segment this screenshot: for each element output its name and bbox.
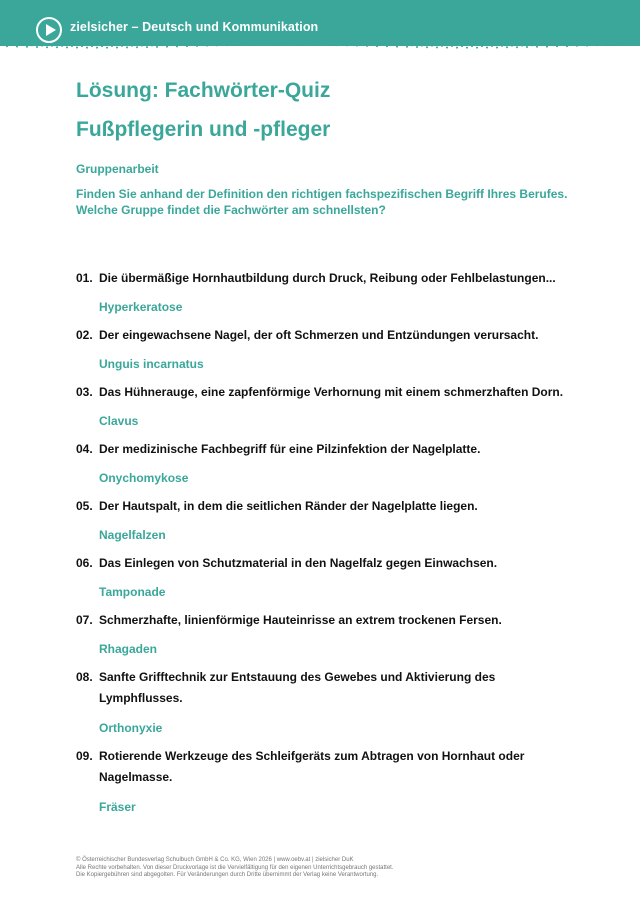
header-dot bbox=[1, 44, 3, 46]
header-dot bbox=[331, 43, 333, 45]
answer-text: Onychomykose bbox=[99, 471, 189, 485]
header-dot bbox=[146, 46, 148, 48]
header-dot bbox=[371, 44, 373, 46]
footer bbox=[76, 857, 394, 880]
question-item bbox=[76, 268, 576, 289]
header-dot bbox=[296, 44, 298, 46]
header-dot bbox=[156, 46, 158, 48]
header-dot bbox=[596, 44, 598, 46]
header-dot bbox=[246, 44, 248, 46]
question-text: Der Hautspalt, in dem die seitlichen Ränder der Nagelplatte liegen. bbox=[99, 499, 478, 513]
header-dot bbox=[501, 45, 503, 47]
header-dot bbox=[101, 45, 103, 47]
header-dot bbox=[541, 44, 543, 46]
header-dot bbox=[426, 46, 428, 48]
header-dot bbox=[411, 44, 413, 46]
question-item bbox=[76, 325, 576, 346]
header-dot bbox=[81, 45, 83, 47]
header-dot bbox=[461, 45, 463, 47]
header-dot bbox=[216, 44, 218, 46]
question-text: Rotierende Werkzeuge des Schleifgeräts zum Abtragen von Hornhaut oder Nagelmasse. bbox=[99, 749, 525, 784]
header-dot bbox=[56, 46, 58, 48]
header-dot bbox=[136, 46, 138, 48]
header-dot bbox=[221, 43, 223, 45]
question-number: 09. bbox=[76, 749, 93, 763]
question-item bbox=[76, 746, 576, 788]
question-number: 06. bbox=[76, 556, 93, 570]
header-dot bbox=[241, 42, 243, 44]
header-dot bbox=[166, 46, 168, 48]
header-dot bbox=[271, 42, 273, 44]
header-dot bbox=[626, 44, 628, 46]
footer-copyright: © Österreichischer Bundesverlag Schulbuch GmbH & Co. KG, Wien 2026 | www.oebv.at | zielsicher DuK bbox=[76, 857, 354, 863]
header-dot bbox=[171, 44, 173, 46]
header-dot bbox=[356, 45, 358, 47]
header-dot bbox=[466, 47, 468, 49]
question-text: Schmerzhafte, linienförmige Hauteinrisse an extrem trockenen Fersen. bbox=[99, 613, 502, 627]
question-text: Das Hühnerauge, eine zapfenförmige Verhornung mit einem schmerzhaften Dorn. bbox=[99, 385, 564, 399]
logo bbox=[36, 17, 62, 43]
header-dot bbox=[351, 43, 353, 45]
header-dot bbox=[556, 45, 558, 47]
header-dot bbox=[126, 46, 128, 48]
question-item bbox=[76, 610, 576, 631]
question-text: Das Einlegen von Schutzmaterial in den Nagelfalz gegen Einwachsen. bbox=[99, 556, 498, 570]
header-dot bbox=[551, 44, 553, 46]
header-dot bbox=[511, 45, 513, 47]
header-dot bbox=[436, 46, 438, 48]
header-dot bbox=[631, 42, 633, 44]
header-dot bbox=[326, 44, 328, 46]
header-dot bbox=[591, 43, 593, 45]
header-dot bbox=[261, 42, 263, 44]
header-dot bbox=[341, 43, 343, 45]
header-dot bbox=[406, 46, 408, 48]
header-dot bbox=[396, 46, 398, 48]
header-dot bbox=[181, 44, 183, 46]
answer-text: Fräser bbox=[99, 800, 136, 814]
header-dot bbox=[16, 46, 18, 48]
header-dot bbox=[506, 46, 508, 48]
header-dot bbox=[601, 43, 603, 45]
header-dot bbox=[441, 45, 443, 47]
question-text: Der medizinische Fachbegriff für eine Pilzinfektion der Nagelplatte. bbox=[99, 442, 481, 456]
header-dot bbox=[201, 43, 203, 45]
answer-text: Rhagaden bbox=[99, 642, 158, 656]
header-dot bbox=[266, 44, 268, 46]
question-item bbox=[76, 496, 576, 517]
header-dot bbox=[36, 46, 38, 48]
header-dot bbox=[186, 45, 188, 47]
header-dot bbox=[401, 44, 403, 46]
header-dot bbox=[6, 45, 8, 47]
header-dot bbox=[226, 44, 228, 46]
question-number: 07. bbox=[76, 613, 93, 627]
header-dot bbox=[161, 44, 163, 46]
question-item bbox=[76, 667, 576, 709]
header-dot bbox=[206, 45, 208, 47]
header-dot bbox=[211, 43, 213, 45]
play-icon bbox=[45, 24, 56, 36]
header-dot bbox=[11, 44, 13, 46]
header-dot bbox=[76, 47, 78, 49]
header-dot bbox=[616, 44, 618, 46]
question-text: Sanfte Grifftechnik zur Entstauung des Gewebes und Aktivierung des Lymphflusses. bbox=[99, 670, 496, 705]
header-dot bbox=[451, 45, 453, 47]
header-dot bbox=[176, 45, 178, 47]
header-dot bbox=[391, 44, 393, 46]
header-dot bbox=[321, 42, 323, 44]
question-item bbox=[76, 382, 576, 403]
question-number: 08. bbox=[76, 670, 93, 684]
header-dot bbox=[286, 44, 288, 46]
header-dot bbox=[471, 45, 473, 47]
header-dot bbox=[26, 46, 28, 48]
group-label: Gruppenarbeit bbox=[76, 162, 159, 176]
header-dot bbox=[586, 45, 588, 47]
header-dot bbox=[311, 42, 313, 44]
answer-text: Tamponade bbox=[99, 585, 166, 599]
header-dot bbox=[546, 46, 548, 48]
header-dot bbox=[526, 46, 528, 48]
header-dot bbox=[456, 47, 458, 49]
question-number: 01. bbox=[76, 271, 93, 285]
header-dot bbox=[196, 45, 198, 47]
header-dot bbox=[31, 44, 33, 46]
header-dot bbox=[131, 45, 133, 47]
header-dot bbox=[361, 43, 363, 45]
page-subtitle: Fußpflegerin und -pfleger bbox=[76, 118, 331, 141]
header-dot bbox=[291, 42, 293, 44]
header-dot bbox=[41, 45, 43, 47]
header-dot bbox=[376, 45, 378, 47]
header-dot bbox=[581, 43, 583, 45]
header-dot bbox=[566, 45, 568, 47]
header-dot bbox=[106, 47, 108, 49]
header-dot bbox=[416, 46, 418, 48]
header-dot bbox=[606, 44, 608, 46]
header-dot bbox=[116, 47, 118, 49]
instruction-text: Finden Sie anhand der Definition den richtigen fachspezifischen Begriff Ihres Berufes. Welche Gruppe findet die Fachwörter am schnellsten? bbox=[76, 187, 568, 217]
header-dot bbox=[621, 42, 623, 44]
page-title: Lösung: Fachwörter-Quiz bbox=[76, 79, 331, 102]
header-dot bbox=[611, 43, 613, 45]
header-dot bbox=[231, 43, 233, 45]
header-dot bbox=[276, 44, 278, 46]
header-dot bbox=[91, 45, 93, 47]
header-dot bbox=[256, 44, 258, 46]
header-dot bbox=[86, 47, 88, 49]
header-dot bbox=[636, 44, 638, 46]
header-dot bbox=[71, 45, 73, 47]
header-dot bbox=[151, 45, 153, 47]
question-number: 05. bbox=[76, 499, 93, 513]
header-dot bbox=[571, 43, 573, 45]
header-dot bbox=[96, 47, 98, 49]
header-dot bbox=[316, 44, 318, 46]
question-item bbox=[76, 553, 576, 574]
header-dot bbox=[476, 47, 478, 49]
question-number: 02. bbox=[76, 328, 93, 342]
header-dot bbox=[141, 45, 143, 47]
header-dot bbox=[486, 47, 488, 49]
header-dotted-edge bbox=[0, 40, 640, 50]
header-dot bbox=[536, 46, 538, 48]
question-text: Der eingewachsene Nagel, der oft Schmerzen und Entzündungen verursacht. bbox=[99, 328, 539, 342]
header-dot bbox=[251, 42, 253, 44]
footer-rights: Alle Rechte vorbehalten. Von dieser Druckvorlage ist die Vervielfältigung für den eigenen Unterrichtsgebrauch gestattet. bbox=[76, 864, 394, 871]
header-dot bbox=[521, 45, 523, 47]
header-dot bbox=[491, 45, 493, 47]
answer-text: Orthonyxie bbox=[99, 721, 163, 735]
header-dot bbox=[336, 44, 338, 46]
header-dot bbox=[66, 46, 68, 48]
header-dot bbox=[366, 45, 368, 47]
header-dot bbox=[496, 47, 498, 49]
header-dot bbox=[381, 44, 383, 46]
header-dot bbox=[111, 45, 113, 47]
header-dot bbox=[301, 42, 303, 44]
header-dot bbox=[446, 47, 448, 49]
question-item bbox=[76, 439, 576, 460]
question-number: 04. bbox=[76, 442, 93, 456]
header-dot bbox=[46, 46, 48, 48]
header-dot bbox=[21, 44, 23, 46]
question-text: Die übermäßige Hornhautbildung durch Druck, Reibung oder Fehlbelastungen... bbox=[99, 271, 556, 285]
header-dot bbox=[431, 45, 433, 47]
header-dot bbox=[531, 44, 533, 46]
answer-text: Hyperkeratose bbox=[99, 300, 183, 314]
header-dot bbox=[281, 42, 283, 44]
answer-text: Nagelfalzen bbox=[99, 528, 166, 542]
header-dot bbox=[481, 45, 483, 47]
header-dot bbox=[561, 44, 563, 46]
header-dot bbox=[306, 44, 308, 46]
footer-fees: Die Kopiergebühren sind abgegolten. Für Veränderungen durch Dritte übernimmt der Verlag keine Verantwortung. bbox=[76, 872, 379, 878]
brand-name: zielsicher – Deutsch und Kommunikation bbox=[70, 20, 319, 34]
answer-text: Unguis incarnatus bbox=[99, 357, 204, 371]
header-dot bbox=[346, 44, 348, 46]
header-dot bbox=[191, 44, 193, 46]
header-dot bbox=[236, 44, 238, 46]
answer-text: Clavus bbox=[99, 414, 139, 428]
header-dot bbox=[121, 45, 123, 47]
header-dot bbox=[386, 45, 388, 47]
header-dot bbox=[516, 46, 518, 48]
header-dot bbox=[576, 45, 578, 47]
header-dot bbox=[61, 45, 63, 47]
question-number: 03. bbox=[76, 385, 93, 399]
header-dot bbox=[51, 45, 53, 47]
header-dot bbox=[421, 45, 423, 47]
